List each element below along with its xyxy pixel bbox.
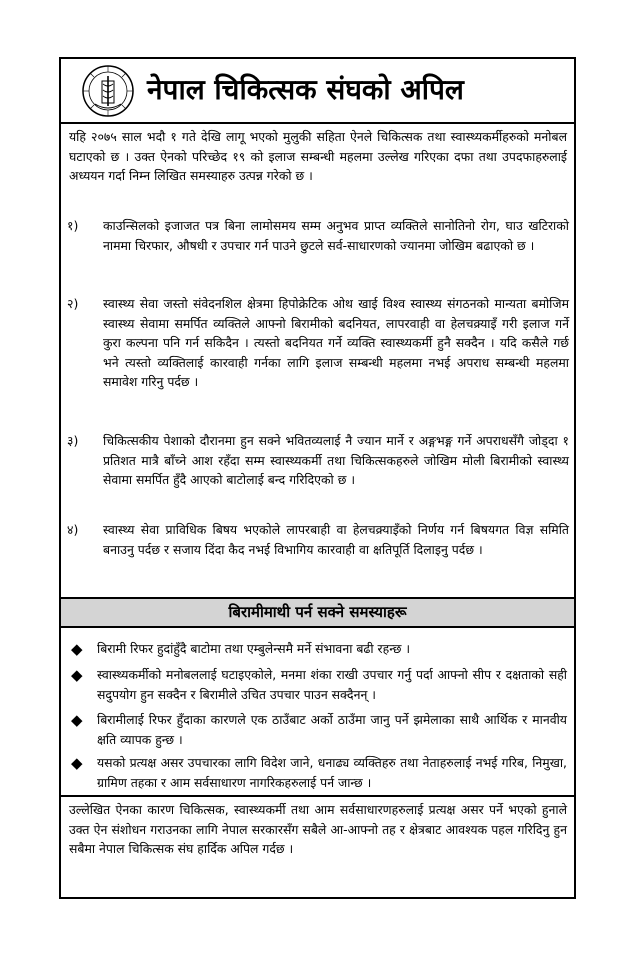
item-number: ३) — [67, 433, 79, 448]
black-diamond-icon: ◆ — [71, 666, 83, 684]
item-number: २) — [67, 296, 79, 311]
item-text: स्वास्थ्य सेवा प्राविधिक बिषय भएकोले लापरबाही वा हेलचक्र्याइँको निर्णय गर्न बिषयगत विज्ञ समिति बनाउनु पर्दछ र सजाय दिंदा कैद नभई विभागिय कारवाही वा क्षतिपूर्ति दिलाइनु पर्दछ । — [103, 522, 569, 557]
bullet-text: स्वास्थ्यकर्मीको मनोबललाई घटाइएकोले, मनमा शंका राखी उपचार गर्नु पर्दा आफ्नो सीप र दक्षताको सही सदुपयोग हुन सक्दैन र बिरामीले उचित उपचार पाउन सक्दैनन् । — [97, 667, 567, 702]
black-diamond-icon: ◆ — [71, 640, 83, 658]
intro-paragraph: यहि २०७५ साल भदौ १ गते देखि लागू भएको मुलुकी सहिता ऐनले चिकित्सक तथा स्वास्थ्यकर्मीहरुको मनोबल घटाएको छ । उक्त ऐनको परिच्छेद १९ को इलाज सम्बन्धी महलमा उल्लेख गरिएका दफा तथा उपदफाहरुलाई अध्ययन गर्दा निम्न लिखित समस्याहरु उत्पन्न गरेको छ । — [69, 129, 567, 183]
closing-paragraph: उल्लेखित ऐनका कारण चिकित्सक, स्वास्थ्यकर्मी तथा आम सर्वसाधारणहरुलाई प्रत्यक्ष असर पर्ने भएको हुनाले उक्त ऐन संशोधन गराउनका लागि नेपाल सरकारसँग सबैले आ-आफ्नो तह र क्षेत्रबाट आवश्यक पहल गरिदिनु हुन सबैमा नेपाल चिकित्सक संघ हार्दिक अपिल गर्दछ । — [69, 802, 568, 856]
header — [61, 59, 574, 124]
item-number: १) — [67, 218, 79, 233]
item-text: स्वास्थ्य सेवा जस्तो संवेदनशिल क्षेत्रमा हिपोक्रेटिक ओथ खाई विश्व स्वास्थ्य संगठनको मान्यता बमोजिम स्वास्थ्य सेवामा समर्पित व्यक्तिले आफ्नो बिरामीको बदनियत, लापरवाही वा हेलचक्र्याइँ गरी इलाज गर्ने कुरा कल्पना पनि गर्न सकिदैन । त्यस्तो बदनियत गर्ने व्यक्ति स्वास्थ्यकर्मी हुनै सक्दैन । यदि कसैले गर्छ भने त्यस्तो व्यक्तिलाई कारवाही गर्नका लागि इलाज सम्बन्धी महलमा नभई अपराध सम्बन्धी महलमा समावेश गरिनु पर्दछ । — [103, 296, 569, 389]
item-text: चिकित्सकीय पेशाको दौरानमा हुन सक्ने भवितव्यलाई नै ज्यान मार्ने र अङ्गभङ्ग गर्ने अपराधसँगै जोड्दा १ प्रतिशत मात्रै बाँच्ने आश रहँदा सम्म स्वास्थ्यकर्मी तथा चिकित्सकहरुले जोखिम मोली बिरामीको स्वास्थ्य सेवामा समर्पित हुँदै आएको बाटोलाई बन्द गरिदिएको छ । — [103, 433, 569, 487]
page-title: नेपाल चिकित्सक संघको अपिल — [147, 73, 464, 106]
divider — [61, 795, 574, 797]
item-text: काउन्सिलको इजाजत पत्र बिना लामोसमय सम्म अनुभव प्राप्त व्यक्तिले सानोतिनो रोग, घाउ खटिराको नाममा चिरफार, औषधी र उपचार गर्न पाउने छुटले सर्व-साधारणको ज्यानमा जोखिम बढाएको छ । — [103, 218, 569, 253]
bullet-text: बिरामी रिफर हुदांहुँदै बाटोमा तथा एम्बुलेन्समै मर्ने संभावना बढी रहन्छ । — [97, 641, 411, 656]
bullet-text: यसको प्रत्यक्ष असर उपचारका लागि विदेश जाने, धनाढ्य व्यक्तिहरु तथा नेताहरुलाई नभई गरिब, निमुखा, ग्रामिण तहका र आम सर्वसाधारण नागरिकहरुलाई पर्न जान्छ । — [97, 755, 567, 790]
item-number: ४) — [67, 522, 79, 537]
problems-heading: बिरामीमाथी पर्न सक्ने समस्याहरू — [228, 603, 407, 621]
bullet-text: बिरामीलाई रिफर हुँदाका कारणले एक ठाउँबाट अर्को ठाउँमा जानु पर्ने झमेलाका साथै आर्थिक र मानवीय क्षति व्यापक हुन्छ । — [97, 712, 567, 747]
black-diamond-icon: ◆ — [71, 754, 83, 772]
problems-heading-band — [61, 597, 574, 628]
black-diamond-icon: ◆ — [71, 711, 83, 729]
nepal-medical-association-seal-icon — [81, 64, 135, 118]
appeal-notice — [59, 57, 576, 899]
